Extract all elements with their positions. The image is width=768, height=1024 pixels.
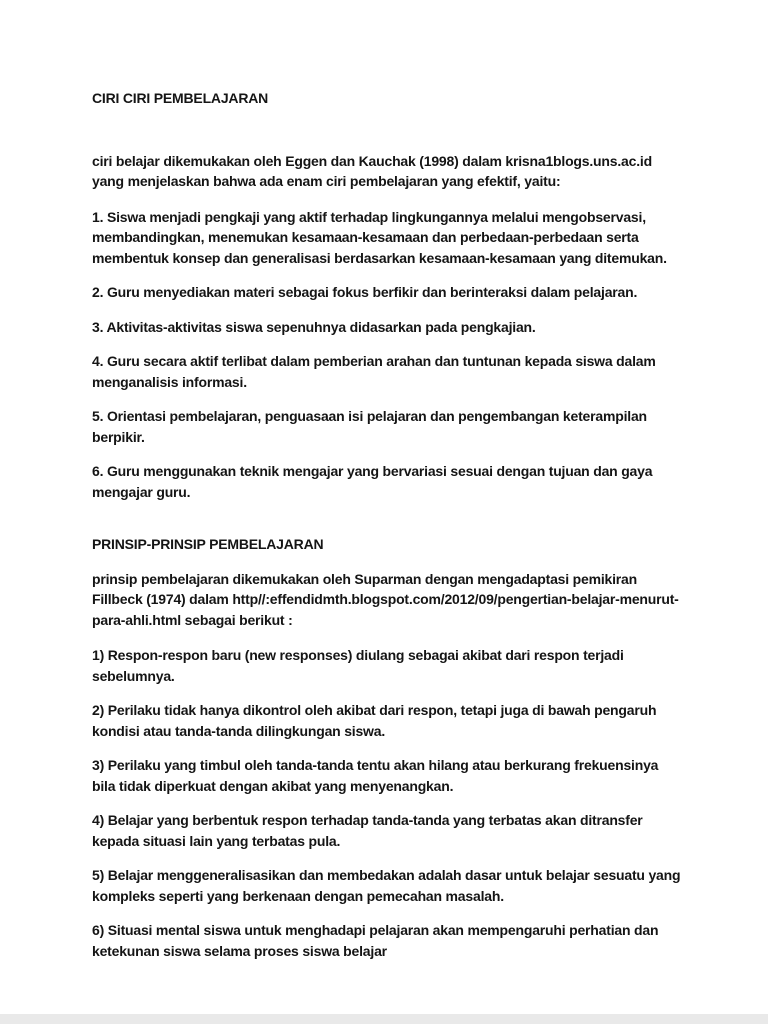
list-item: 3. Aktivitas-aktivitas siswa sepenuhnya didasarkan pada pengkajian. bbox=[92, 318, 536, 335]
list-item: 1) Respon-respon baru (new responses) diulang sebagai akibat dari respon terjadi sebelumnya. bbox=[92, 647, 624, 684]
section-heading: PRINSIP-PRINSIP PEMBELAJARAN bbox=[92, 536, 324, 552]
section-intro-paragraph: prinsip pembelajaran dikemukakan oleh Suparman dengan mengadaptasi pemikiran Fillbeck (1974) dalam http//:effendidmth.blogspot.com/2012/09/pengertian-belajar-menurut-para-ahli.html sebagai berikut : bbox=[92, 570, 679, 628]
list-item: 4. Guru secara aktif terlibat dalam pemberian arahan dan tuntunan kepada siswa dalam menganalisis informasi. bbox=[92, 353, 656, 390]
list-item: 6. Guru menggunakan teknik mengajar yang bervariasi sesuai dengan tujuan dan gaya mengajar guru. bbox=[92, 463, 653, 500]
list-item: 5. Orientasi pembelajaran, penguasaan isi pelajaran dan pengembangan keterampilan berpikir. bbox=[92, 408, 647, 445]
list-item: 2. Guru menyediakan materi sebagai fokus berfikir dan berinteraksi dalam pelajaran. bbox=[92, 284, 638, 300]
document-content bbox=[92, 88, 682, 961]
list-item: 4) Belajar yang berbentuk respon terhadap tanda-tanda yang terbatas akan ditransfer kepada situasi lain yang terbatas pula. bbox=[92, 812, 643, 849]
list-item: 2) Perilaku tidak hanya dikontrol oleh akibat dari respon, tetapi juga di bawah pengaruh kondisi atau tanda-tanda dilingkungan siswa. bbox=[92, 702, 657, 739]
section-intro-paragraph: ciri belajar dikemukakan oleh Eggen dan Kauchak (1998) dalam krisna1blogs.uns.ac.id yang menjelaskan bahwa ada enam ciri pembelajaran yang efektif, yaitu: bbox=[92, 152, 652, 189]
list-item: 6) Situasi mental siswa untuk menghadapi pelajaran akan mempengaruhi perhatian dan ketekunan siswa selama proses siswa belajar bbox=[92, 922, 659, 959]
list-item: 1. Siswa menjadi pengkaji yang aktif terhadap lingkungannya melalui mengobservasi, membandingkan, menemukan kesamaan-kesamaan dan perbedaan-perbedaan serta membentuk konsep dan generalisasi berdasarkan kesamaan-kesamaan yang ditemukan. bbox=[92, 208, 667, 266]
list-item: 3) Perilaku yang timbul oleh tanda-tanda tentu akan hilang atau berkurang frekuensinya bila tidak diperkuat dengan akibat yang menyenangkan. bbox=[92, 757, 659, 794]
list-item: 5) Belajar menggeneralisasikan dan membedakan adalah dasar untuk belajar sesuatu yang kompleks seperti yang berkenaan dengan pemecahan masalah. bbox=[92, 867, 681, 904]
section-prinsip-prinsip-pembelajaran bbox=[92, 534, 682, 961]
section-ciri-ciri-pembelajaran bbox=[92, 88, 682, 502]
section-heading: CIRI CIRI PEMBELAJARAN bbox=[92, 90, 269, 106]
